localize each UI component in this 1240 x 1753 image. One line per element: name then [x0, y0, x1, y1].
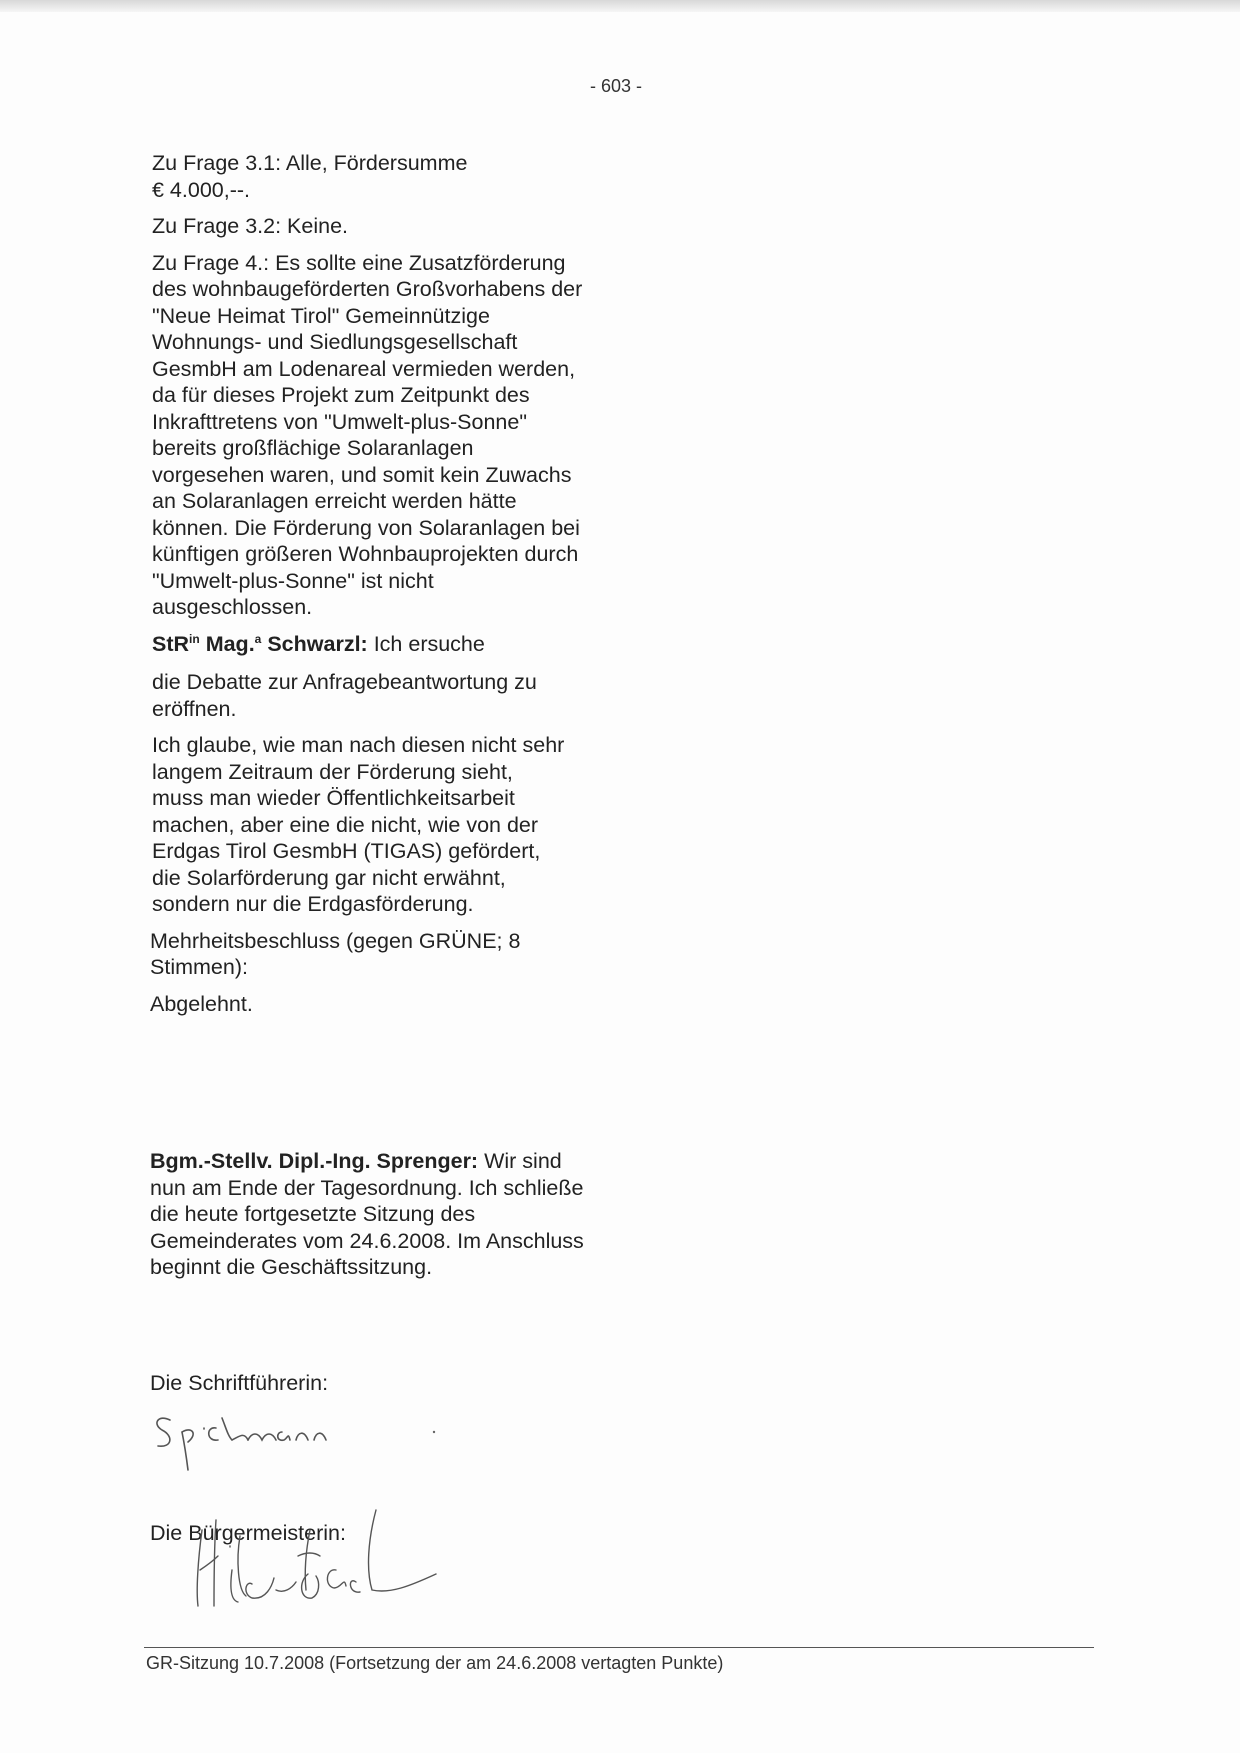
footer-text: GR-Sitzung 10.7.2008 (Fortsetzung der am 24.6.2008 vertagten Punkte) [146, 1653, 724, 1673]
speaker-name: Schwarzl: [267, 631, 368, 656]
debate-para-2: Ich glaube, wie man nach diesen nicht sehr langem Zeitraum der Förderung sieht, muss man wieder Öffentlichkeitsarbeit machen, aber eine die nicht, wie von der Erdgas Tirol GesmbH (TIGAS) gefördert, die Solarförderung gar nicht erwähnt, sondern nur die Erdgasförderung. [152, 733, 565, 916]
answer-3-1 [152, 150, 592, 203]
speaker-title-mag: Mag.$^a$ [205, 631, 262, 656]
speaker-title-str: StR$^{in}$ [152, 631, 200, 656]
speaker-intro-text: Ich ersuche [373, 631, 485, 656]
scan-edge [0, 0, 1240, 12]
closing-statement [150, 1148, 590, 1281]
secretary-label: Die Schriftführerin: [150, 1371, 329, 1395]
footer-divider [144, 1647, 1094, 1648]
secretary-signature [148, 1398, 448, 1483]
main-text-column [152, 150, 592, 1027]
resolution-result: Abgelehnt. [150, 991, 253, 1016]
mayor-signature [180, 1490, 580, 1625]
answer-3-2: Zu Frage 3.2: Keine. [152, 214, 348, 238]
page-number: - 603 - [590, 76, 643, 96]
speaker-line-schwarzl [152, 631, 592, 658]
closing-speaker: Bgm.-Stellv. Dipl.-Ing. Sprenger: [150, 1149, 479, 1173]
resolution: Mehrheitsbeschluss (gegen GRÜNE; 8 Stimmen): [150, 928, 521, 979]
answer-3-1-line2: € 4.000,--. [152, 177, 250, 202]
answer-3-1-line1: Zu Frage 3.1: Alle, Fördersumme [152, 151, 468, 175]
answer-4: Zu Frage 4.: Es sollte eine Zusatzförderung des wohnbaugeförderten Großvorhabens der "Neue Heimat Tirol" Gemeinnützige Wohnungs- und Siedlungsgesellschaft GesmbH am Lodenareal vermieden werden, da für dieses Projekt zum Zeitpunkt des Inkrafttretens von "Umwelt-plus-Sonne" bereits großflächige Solaranlagen vorgesehen waren, und somit kein Zuwachs an Solaranlagen erreicht werden hätte können. Die Förderung von Solaranlagen bei künftigen größeren Wohnbauprojekten durch "Umwelt-plus-Sonne" ist nicht ausgeschlossen. [152, 250, 583, 619]
mayor-label: Die Bürgermeisterin: [150, 1521, 346, 1545]
closing-text: Wir sind nun am Ende der Tagesordnung. Ich schließe die heute fortgesetzte Sitzung des Gemeinderates vom 24.6.2008. Im Anschluss beginnt die Geschäftssitzung. [150, 1149, 584, 1279]
debate-para-1: die Debatte zur Anfragebeantwortung zu eröffnen. [152, 670, 537, 721]
